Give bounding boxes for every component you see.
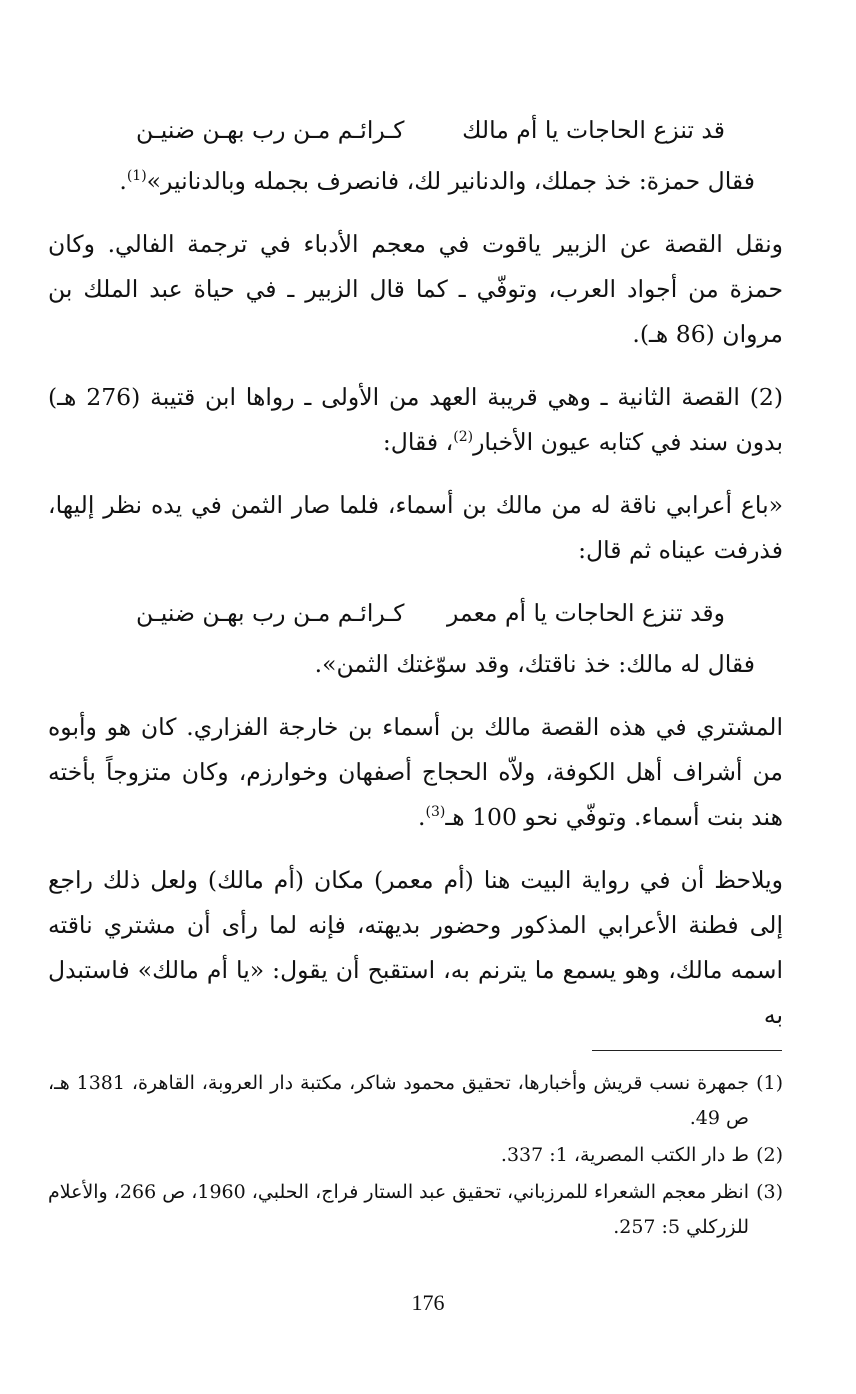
footnote-ref[interactable]: (1) [126,168,147,184]
footnote-ref[interactable]: (3) [425,804,446,820]
verse-line [48,108,783,153]
footnote-number: (3) [756,1181,783,1203]
footnote-text: انظر معجم الشعراء للمرزباني، تحقيق عبد الستار فراج، الحلبي، 1960، ص 266، والأعلام للزركلي 5: 257. [48,1181,749,1238]
footnote [48,1066,783,1136]
footnote-text: ط دار الكتب المصرية، 1: 337. [500,1144,749,1166]
paragraph: فقال حمزة: خذ جملك، والدنانير لك، فانصرف بجمله وبالدنانير»$^{(1)}$. [119,167,755,195]
verse-first-hemistich: قد تنزع الحاجات يا أم مالك [462,116,725,144]
paragraph: المشتري في هذه القصة مالك بن أسماء بن خارجة الفزاري. كان هو وأبوه من أشراف أهل الكوفة، ولاّه الحجاج أصفهان وخوارزم، وكان متزوجاً بأخته هند بنت أسماء. وتوفّي نحو 100 هـ$^{(3)}$. [48,713,783,831]
verse-line [48,591,783,636]
paragraph: ونقل القصة عن الزبير ياقوت في معجم الأدباء في ترجمة الفالي. وكان حمزة من أجواد العرب، وتوفّي ـ كما قال الزبير ـ في حياة عبد الملك بن مروان (86 هـ). [48,230,783,348]
footnote-ref[interactable]: (2) [453,429,474,445]
footnote [48,1138,783,1173]
footnote [48,1175,783,1245]
paragraph: (2) القصة الثانية ـ وهي قريبة العهد من الأولى ـ رواها ابن قتيبة (276 هـ) بدون سند في كتابه عيون الأخبار$^{(2)}$، فقال: [48,383,783,456]
page-number: 176 [411,1290,445,1315]
footnotes [48,1066,783,1247]
footnote-number: (1) [756,1072,783,1094]
footnote-number: (2) [756,1144,783,1166]
paragraph: ويلاحظ أن في رواية البيت هنا (أم معمر) مكان (أم مالك) ولعل ذلك راجع إلى فطنة الأعرابي المذكور وحضور بديهته، فإنه لما رأى أن مشتري ناقته اسمه مالك، وهو يسمع ما يترنم به، استقبح أن يقول: «يا أم مالك» فاستبدل به [48,866,783,1029]
paragraph: فقال له مالك: خذ ناقتك، وقد سوّغتك الثمن». [314,650,755,678]
verse-second-hemistich: كـرائـم مـن رب بهـن ضنيـن [136,116,405,144]
verse-first-hemistich: وقد تنزع الحاجات يا أم معمر [447,599,725,627]
footnote-divider [592,1050,782,1051]
main-text [48,108,783,1038]
verse-second-hemistich: كـرائـم مـن رب بهـن ضنيـن [136,599,405,627]
paragraph: «باع أعرابي ناقة له من مالك بن أسماء، فلما صار الثمن في يده نظر إليها، فذرفت عيناه ثم قال: [48,491,783,564]
footnote-text: جمهرة نسب قريش وأخبارها، تحقيق محمود شاكر، مكتبة دار العروبة، القاهرة، 1381 هـ، ص 49. [48,1072,749,1129]
